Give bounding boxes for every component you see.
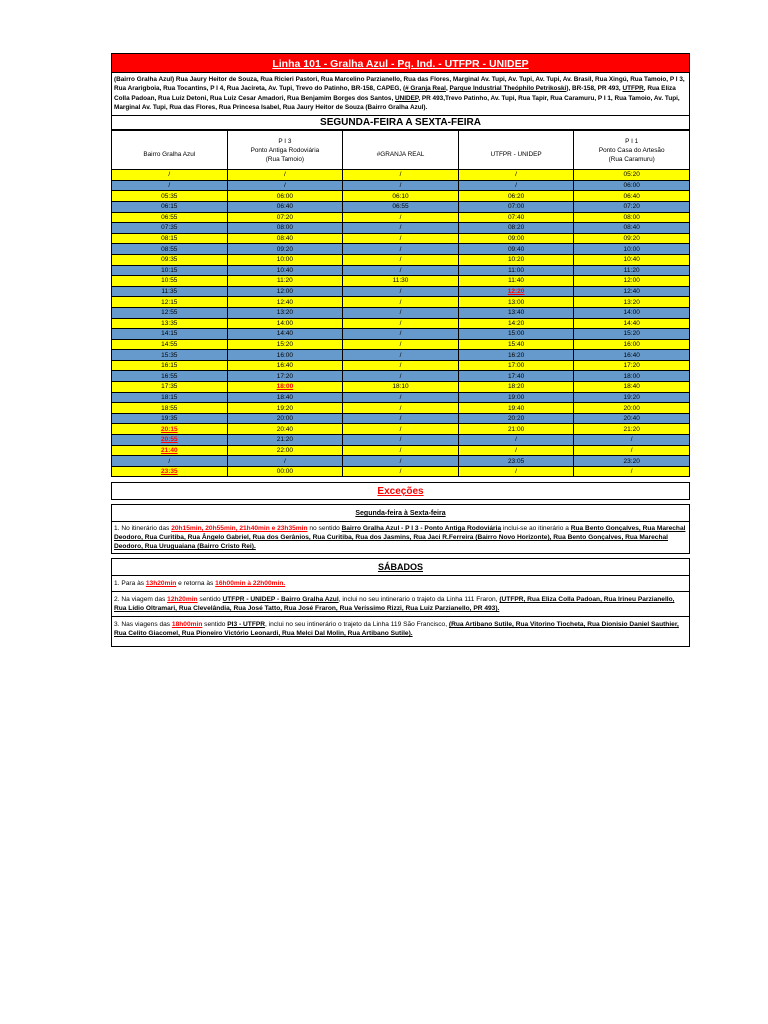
schedule-row	[112, 244, 690, 255]
time-cell: /	[458, 170, 574, 181]
time-cell: 18:55	[112, 403, 228, 414]
time-cell: 15:20	[227, 339, 343, 350]
time-cell: 18:10	[343, 382, 459, 393]
route-description	[111, 73, 690, 116]
time-cell: 23:20	[574, 456, 690, 467]
column-header-line: Bairro Gralha Azul	[143, 151, 196, 159]
exceptions-title: Exceções	[111, 482, 690, 500]
time-cell: /	[343, 307, 459, 318]
note-text: 3. Nas viagens das	[114, 621, 172, 629]
time-cell: 14:40	[227, 329, 343, 340]
time-cell: 12:55	[112, 307, 228, 318]
time-cell: /	[343, 392, 459, 403]
time-cell: /	[343, 456, 459, 467]
time-cell: 10:40	[227, 265, 343, 276]
time-cell: 17:40	[458, 371, 574, 382]
time-cell: 07:40	[458, 212, 574, 223]
route-text: ,	[445, 85, 450, 93]
time-cell: 21:40	[112, 445, 228, 456]
time-cell: 06:55	[343, 201, 459, 212]
time-cell: 21:20	[574, 424, 690, 435]
column-header-row	[112, 131, 690, 170]
time-cell: 20:55	[112, 435, 228, 446]
schedule-row	[112, 180, 690, 191]
time-cell: 16:15	[112, 360, 228, 371]
saturday-title: SÁBADOS	[112, 559, 689, 576]
time-cell: 11:20	[227, 276, 343, 287]
time-cell: 12:40	[227, 297, 343, 308]
route-highlight: Parque Industrial Theóphilo Petrikoski	[449, 85, 567, 93]
time-cell: 23:35	[112, 466, 228, 477]
note-text: 2. Na viagem das	[114, 596, 168, 604]
time-cell: 23:05	[458, 456, 574, 467]
time-cell: 09:20	[227, 244, 343, 255]
time-cell: 10:00	[574, 244, 690, 255]
note-streets: (UTFPR, Rua Eliza Colla Padoan, Rua Irineu Parzianello, Rua Lídio Oltramari, Rua Clevelândia, Rua José Tatto, Rua José Fraron, Rua Veríssimo Rizzi, Rua Luiz Parzianello, PR 493).	[114, 596, 675, 613]
time-cell: 16:55	[112, 371, 228, 382]
time-cell: /	[112, 456, 228, 467]
time-cell: 12:00	[574, 276, 690, 287]
note-times: 12h20min	[167, 596, 198, 604]
time-cell: 06:40	[574, 191, 690, 202]
time-cell: 16:00	[227, 350, 343, 361]
schedule-row	[112, 403, 690, 414]
time-cell: 08:40	[574, 223, 690, 234]
column-header	[574, 131, 690, 170]
time-cell: 16:00	[574, 339, 690, 350]
route-text: (Bairro Gralha Azul) Rua Jaury Heitor de Souza, Rua Ricieri Pastori, Rua Marcelino Parzianello, Rua das Flores, Marginal Av. Tupi, Av. Tupi, Av. Tupi, Av. Brasil, Rua Xingú, Rua Tamoio, P I 3, Rua Ararigboia, Rua Tocantins, P I 4, Rua Jacireta, Av. Tupi, Trevo do Patinho, BR-158, CAPEG, (	[114, 76, 685, 93]
time-cell: 08:55	[112, 244, 228, 255]
schedule-row	[112, 233, 690, 244]
schedule-row	[112, 350, 690, 361]
saturday-note-1	[112, 576, 689, 592]
time-cell: 20:20	[458, 413, 574, 424]
exception-note-1	[112, 522, 689, 553]
time-cell: /	[112, 180, 228, 191]
time-cell: 17:00	[458, 360, 574, 371]
time-cell: 18:00	[574, 371, 690, 382]
column-header-line: #GRANJA REAL	[376, 151, 425, 159]
schedule-row	[112, 392, 690, 403]
time-cell: /	[458, 445, 574, 456]
time-cell: 06:40	[227, 201, 343, 212]
time-cell: /	[343, 286, 459, 297]
time-cell: 06:00	[574, 180, 690, 191]
route-text: ), BR-158, PR 493,	[566, 85, 623, 93]
column-header-line: UTFPR - UNIDEP	[490, 151, 542, 159]
note-text: no sentido	[307, 525, 342, 533]
time-cell: 12:20	[458, 286, 574, 297]
time-cell: 06:00	[227, 191, 343, 202]
time-cell: /	[343, 244, 459, 255]
time-cell: 10:55	[112, 276, 228, 287]
saturday-note-3	[112, 617, 689, 646]
time-cell: 19:20	[574, 392, 690, 403]
time-cell: 05:20	[574, 170, 690, 181]
time-cell: 11:00	[458, 265, 574, 276]
time-cell: 16:40	[574, 350, 690, 361]
schedule-row	[112, 339, 690, 350]
column-header-line: P I 3	[278, 137, 292, 145]
time-cell: 11:40	[458, 276, 574, 287]
time-cell: 09:40	[458, 244, 574, 255]
column-header-line: (Rua Caramuru)	[608, 155, 655, 163]
time-cell: 07:20	[227, 212, 343, 223]
schedule-row	[112, 254, 690, 265]
time-cell: /	[343, 350, 459, 361]
time-cell: 14:40	[574, 318, 690, 329]
time-cell: 12:40	[574, 286, 690, 297]
column-header-line: Ponto Antiga Rodoviária	[250, 146, 320, 154]
time-cell: /	[343, 297, 459, 308]
column-header-line: P I 1	[625, 137, 639, 145]
time-cell: /	[343, 360, 459, 371]
time-cell: /	[343, 180, 459, 191]
time-cell: 08:00	[574, 212, 690, 223]
note-times: 13h20min	[145, 580, 177, 588]
time-cell: 17:35	[112, 382, 228, 393]
time-cell: /	[343, 371, 459, 382]
time-cell: 19:00	[458, 392, 574, 403]
time-cell: 13:00	[458, 297, 574, 308]
time-cell: /	[343, 445, 459, 456]
schedule-row	[112, 170, 690, 181]
weekday-header: SEGUNDA-FEIRA A SEXTA-FEIRA	[111, 116, 690, 130]
time-cell: 14:00	[574, 307, 690, 318]
schedule-row	[112, 307, 690, 318]
time-cell: 06:55	[112, 212, 228, 223]
time-cell: 20:00	[574, 403, 690, 414]
time-cell: 10:40	[574, 254, 690, 265]
time-cell: 18:40	[227, 392, 343, 403]
time-cell: /	[343, 170, 459, 181]
time-cell: /	[343, 466, 459, 477]
time-cell: 14:00	[227, 318, 343, 329]
time-cell: 19:40	[458, 403, 574, 414]
time-cell: 13:20	[227, 307, 343, 318]
time-cell: 06:15	[112, 201, 228, 212]
note-route: Bairro Gralha Azul - P I 3 - Ponto Antiga Rodoviária	[341, 525, 502, 533]
time-cell: /	[343, 223, 459, 234]
time-cell: 18:20	[458, 382, 574, 393]
time-cell: 07:35	[112, 223, 228, 234]
note-route: PI3 - UTFPR	[227, 621, 266, 629]
note-times: 16h00min à 22h00min.	[215, 580, 286, 588]
time-cell: 05:35	[112, 191, 228, 202]
schedule-row	[112, 265, 690, 276]
saturday-note-2	[112, 592, 689, 617]
time-cell: 20:40	[227, 424, 343, 435]
time-cell: 08:20	[458, 223, 574, 234]
time-cell: 09:20	[574, 233, 690, 244]
time-cell: 07:00	[458, 201, 574, 212]
schedule-row	[112, 456, 690, 467]
time-cell: 15:35	[112, 350, 228, 361]
time-cell: 18:40	[574, 382, 690, 393]
route-highlight: # Granja Real	[405, 85, 446, 93]
time-cell: 07:20	[574, 201, 690, 212]
time-cell: 00:00	[227, 466, 343, 477]
route-text: , PR 493,Trevo Patinho, Av. Tupi, Rua Tapir, Rua Caramuru, P I 1, Rua Tamoio, Av. Tupi, Marginal Av. Tupi, Rua das Flores, Rua Princesa Isabel, Rua Jaury Heitor de Souza (Bairro Gralha Azul).	[114, 94, 680, 111]
time-cell: 08:00	[227, 223, 343, 234]
time-cell: /	[343, 403, 459, 414]
time-cell: /	[343, 413, 459, 424]
schedule-row	[112, 276, 690, 287]
time-cell: 13:20	[574, 297, 690, 308]
time-cell: 14:55	[112, 339, 228, 350]
schedule-row	[112, 201, 690, 212]
note-text: , inclui no seu intinerário o trajeto da Linha 119 São Francisco,	[265, 621, 449, 629]
column-header-line: (Rua Tamoio)	[265, 155, 305, 163]
time-cell: 08:40	[227, 233, 343, 244]
note-text: inclui-se ao itinerário a	[501, 525, 571, 533]
timetable-sheet	[111, 53, 690, 647]
note-times: 18h00min	[171, 621, 203, 629]
time-cell: 11:20	[574, 265, 690, 276]
time-cell: 15:20	[574, 329, 690, 340]
time-cell: 17:20	[227, 371, 343, 382]
note-text: e retorna às	[176, 580, 216, 588]
time-cell: /	[343, 212, 459, 223]
time-cell: /	[458, 466, 574, 477]
time-cell: 06:20	[458, 191, 574, 202]
time-cell: 20:40	[574, 413, 690, 424]
time-cell: 11:30	[343, 276, 459, 287]
time-cell: 16:40	[227, 360, 343, 371]
weekday-schedule-table	[111, 130, 690, 477]
note-streets: Rua Bento Gonçalves, Rua Marechal Deodoro, Rua Curitiba, Rua Ângelo Gabriel, Rua dos Gerânios, Rua Curitiba, Rua dos Jasmins, Rua Jaci R.Ferreira (Bairro Novo Horizonte), Rua Bento Gonçalves, Rua Marechal Deodoro, Rua Uruguaiana (Bairro Cristo Rei).	[114, 525, 686, 551]
time-cell: /	[574, 466, 690, 477]
schedule-body	[112, 170, 690, 477]
time-cell: 14:15	[112, 329, 228, 340]
note-text: 1. No itinerário das	[114, 525, 172, 533]
time-cell: 15:40	[458, 339, 574, 350]
time-cell: 10:00	[227, 254, 343, 265]
column-header	[343, 131, 459, 170]
time-cell: /	[343, 318, 459, 329]
schedule-row	[112, 223, 690, 234]
time-cell: 19:20	[227, 403, 343, 414]
time-cell: 21:20	[227, 435, 343, 446]
time-cell: 21:00	[458, 424, 574, 435]
saturday-section	[111, 558, 690, 647]
schedule-row	[112, 382, 690, 393]
time-cell: 10:15	[112, 265, 228, 276]
note-route: UTFPR - UNIDEP - Bairro Gralha Azul	[222, 596, 339, 604]
column-header	[458, 131, 574, 170]
time-cell: 13:35	[112, 318, 228, 329]
time-cell: /	[227, 180, 343, 191]
line-title: Linha 101 - Gralha Azul - Pq. Ind. - UTFPR - UNIDEP	[111, 53, 690, 73]
time-cell: 09:00	[458, 233, 574, 244]
time-cell: 09:35	[112, 254, 228, 265]
schedule-row	[112, 318, 690, 329]
time-cell: /	[458, 180, 574, 191]
weekday-exceptions-subtitle: Segunda-feira à Sexta-feira	[112, 505, 689, 522]
time-cell: 12:15	[112, 297, 228, 308]
time-cell: /	[112, 170, 228, 181]
time-cell: /	[574, 435, 690, 446]
schedule-row	[112, 445, 690, 456]
time-cell: 18:15	[112, 392, 228, 403]
schedule-row	[112, 360, 690, 371]
schedule-row	[112, 435, 690, 446]
note-streets: (Rua Artibano Sutile, Rua Vitorino Tiocheta, Rua Dionisio Daniel Sauthier, Rua Celito Giacomel, Rua Pioneiro Victório Leonardi, Rua Melci Dal Molin, Rua Artibano Sutile).	[114, 621, 679, 638]
note-text: 1. Para às	[114, 580, 146, 588]
time-cell: /	[343, 329, 459, 340]
time-cell: /	[227, 456, 343, 467]
schedule-row	[112, 371, 690, 382]
time-cell: /	[458, 435, 574, 446]
time-cell: 11:35	[112, 286, 228, 297]
note-text: sentido	[197, 596, 223, 604]
time-cell: 18:00	[227, 382, 343, 393]
time-cell: /	[343, 435, 459, 446]
time-cell: /	[227, 170, 343, 181]
schedule-row	[112, 466, 690, 477]
schedule-row	[112, 329, 690, 340]
time-cell: 12:00	[227, 286, 343, 297]
time-cell: 20:15	[112, 424, 228, 435]
route-highlight: UNIDEP	[395, 94, 419, 102]
note-text: sentido	[202, 621, 228, 629]
time-cell: /	[574, 445, 690, 456]
note-times: 20h15min, 20h55min, 21h40min e 23h35min	[171, 525, 308, 533]
schedule-row	[112, 212, 690, 223]
time-cell: 15:00	[458, 329, 574, 340]
time-cell: 13:40	[458, 307, 574, 318]
time-cell: /	[343, 339, 459, 350]
time-cell: 10:20	[458, 254, 574, 265]
time-cell: /	[343, 265, 459, 276]
time-cell: 08:15	[112, 233, 228, 244]
column-header	[227, 131, 343, 170]
time-cell: /	[343, 233, 459, 244]
time-cell: 20:00	[227, 413, 343, 424]
time-cell: /	[343, 424, 459, 435]
time-cell: 17:20	[574, 360, 690, 371]
time-cell: 16:20	[458, 350, 574, 361]
weekday-exceptions	[111, 504, 690, 554]
time-cell: 06:10	[343, 191, 459, 202]
route-highlight: UTFPR	[622, 85, 644, 93]
schedule-row	[112, 286, 690, 297]
schedule-row	[112, 424, 690, 435]
schedule-row	[112, 413, 690, 424]
schedule-row	[112, 297, 690, 308]
schedule-row	[112, 191, 690, 202]
time-cell: 22:00	[227, 445, 343, 456]
note-text: , inclui no seu intinerario o trajeto da Linha 111 Fraron,	[338, 596, 500, 604]
route-text: , Rua Eliza Colla Padoan, Rua Luiz Detoni, Rua Luiz Cesar Amadori, Rua Benjamim Borges dos Santos,	[114, 85, 676, 102]
column-header-line: Ponto Casa do Artesão	[598, 146, 665, 154]
time-cell: 19:35	[112, 413, 228, 424]
column-header	[112, 131, 228, 170]
time-cell: /	[343, 254, 459, 265]
time-cell: 14:20	[458, 318, 574, 329]
